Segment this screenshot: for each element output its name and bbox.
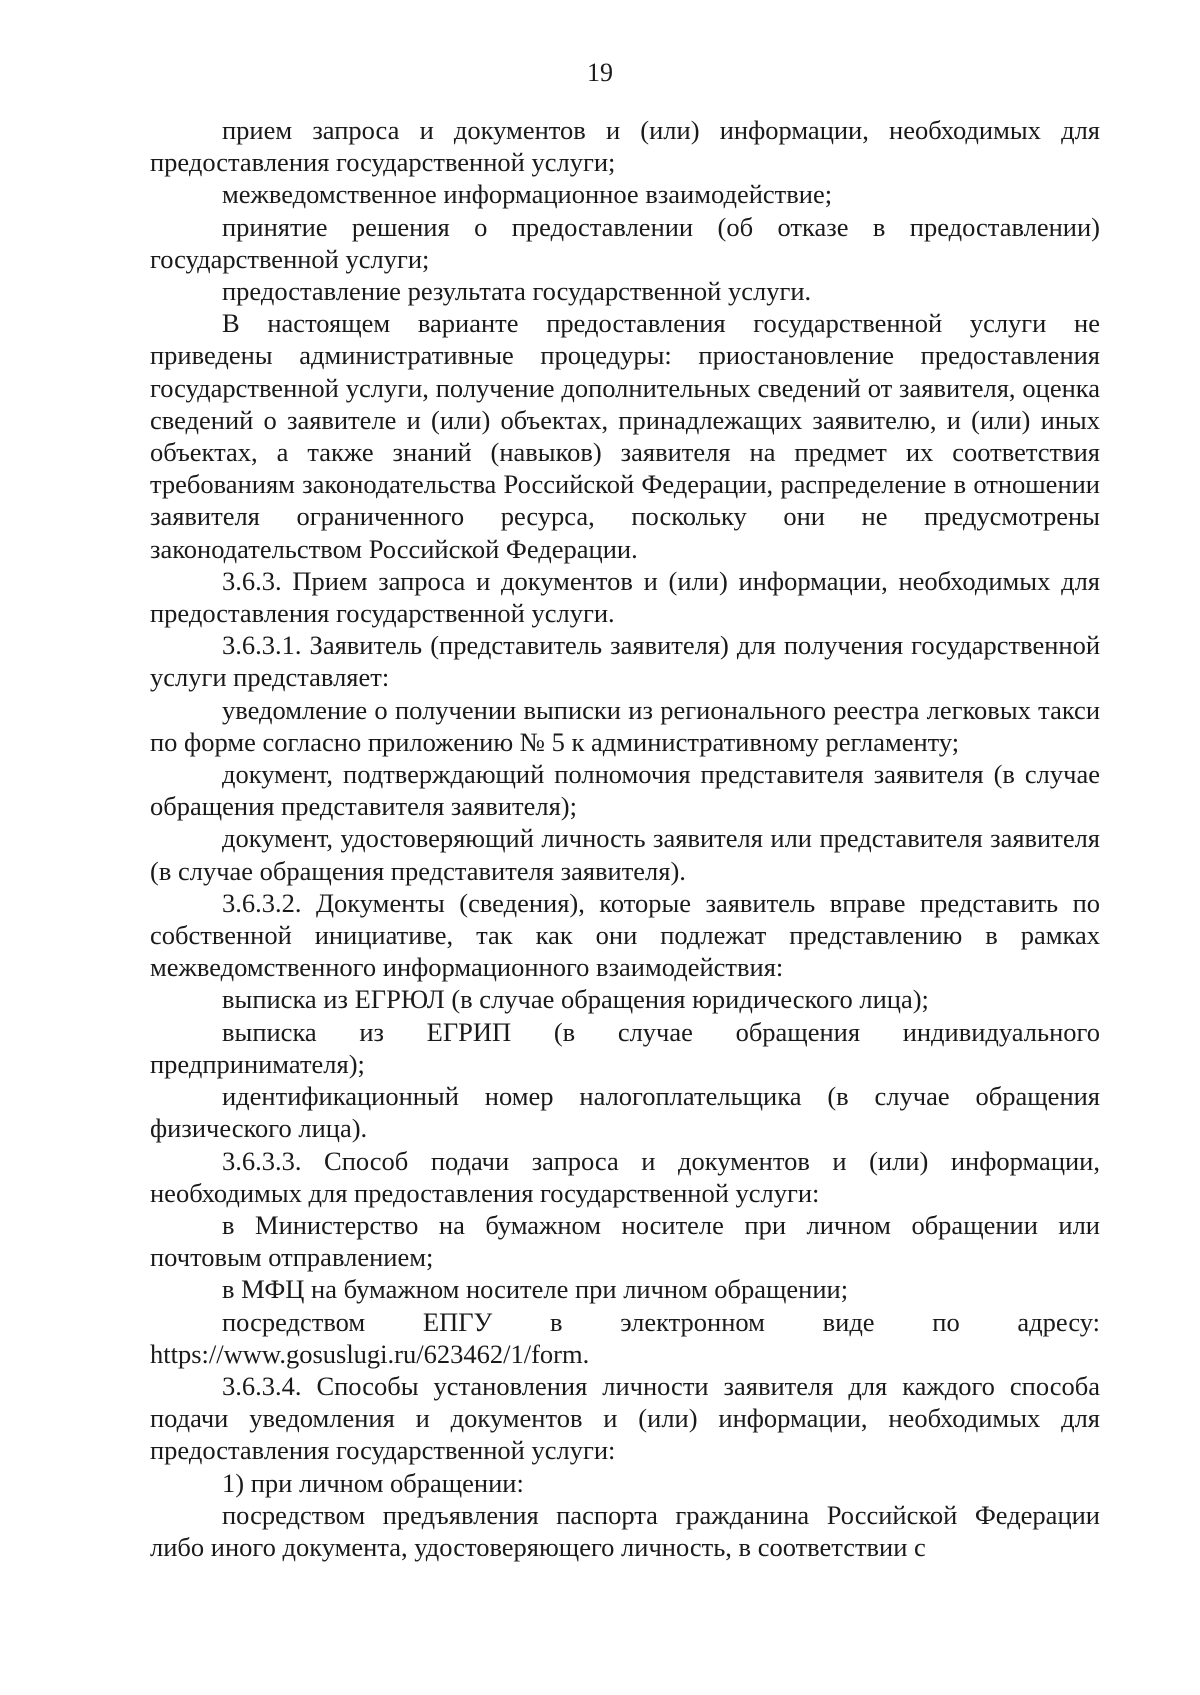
paragraph: документ, удостоверяющий личность заявителя или представителя заявителя (в случае обращения представителя заявителя).	[150, 823, 1100, 886]
paragraph: прием запроса и документов и (или) информации, необходимых для предоставления государственной услуги;	[150, 115, 1100, 178]
section-heading-3-6-3-2: 3.6.3.2. Документы (сведения), которые заявитель вправе представить по собственной инициативе, так как они подлежат представлению в рамках межведомственного информационного взаимодействия:	[150, 887, 1100, 983]
page-number: 19	[587, 58, 613, 87]
paragraph: идентификационный номер налогоплательщика (в случае обращения физического лица).	[150, 1081, 1100, 1144]
paragraph: посредством предъявления паспорта гражданина Российской Федерации либо иного документа, удостоверяющего личность, в соответствии с	[150, 1499, 1100, 1562]
section-heading-3-6-3-1: 3.6.3.1. Заявитель (представитель заявителя) для получения государственной услуги представляет:	[150, 630, 1100, 693]
paragraph: межведомственное информационное взаимодействие;	[222, 179, 833, 210]
paragraph: в МФЦ на бумажном носителе при личном обращении;	[222, 1274, 849, 1305]
paragraph-with-url: посредством ЕПГУ в электронном виде по адресу: https://www.gosuslugi.ru/623462/1/form.	[150, 1306, 1100, 1369]
section-heading-3-6-3: 3.6.3. Прием запроса и документов и (или) информации, необходимых для предоставления государственной услуги.	[150, 565, 1100, 629]
paragraph: выписка из ЕГРЮЛ (в случае обращения юридического лица);	[222, 984, 929, 1015]
paragraph: В настоящем варианте предоставления государственной услуги не приведены административные процедуры: приостановление предоставления государственной услуги, получение дополнительных сведений от заявителя, оценка сведений о заявителе и (или) объектах, принадлежащих заявителю, и (или) иных объектах, а также знаний (навыков) заявителя на предмет их соответствия требованиям законодательства Российской Федерации, распределение в отношении заявителя ограниченного ресурса, поскольку они не предусмотрены законодательством Российской Федерации.	[150, 308, 1100, 564]
list-item: 1) при личном обращении:	[222, 1467, 524, 1498]
paragraph: документ, подтверждающий полномочия представителя заявителя (в случае обращения представителя заявителя);	[150, 759, 1100, 822]
paragraph: в Министерство на бумажном носителе при личном обращении или почтовым отправлением;	[150, 1209, 1100, 1273]
document-body	[150, 114, 1100, 1563]
paragraph: выписка из ЕГРИП (в случае обращения индивидуального предпринимателя);	[150, 1016, 1100, 1079]
paragraph: принятие решения о предоставлении (об отказе в предоставлении) государственной услуги;	[150, 211, 1100, 274]
section-heading-3-6-3-3: 3.6.3.3. Способ подачи запроса и документов и (или) информации, необходимых для предоставления государственной услуги:	[150, 1145, 1100, 1208]
section-heading-3-6-3-4: 3.6.3.4. Способы установления личности заявителя для каждого способа подачи уведомления и документов и (или) информации, необходимых для предоставления государственной услуги:	[150, 1370, 1100, 1466]
paragraph: уведомление о получении выписки из регионального реестра легковых такси по форме согласно приложению № 5 к административному регламенту;	[150, 694, 1100, 757]
paragraph: предоставление результата государственной услуги.	[222, 276, 812, 307]
